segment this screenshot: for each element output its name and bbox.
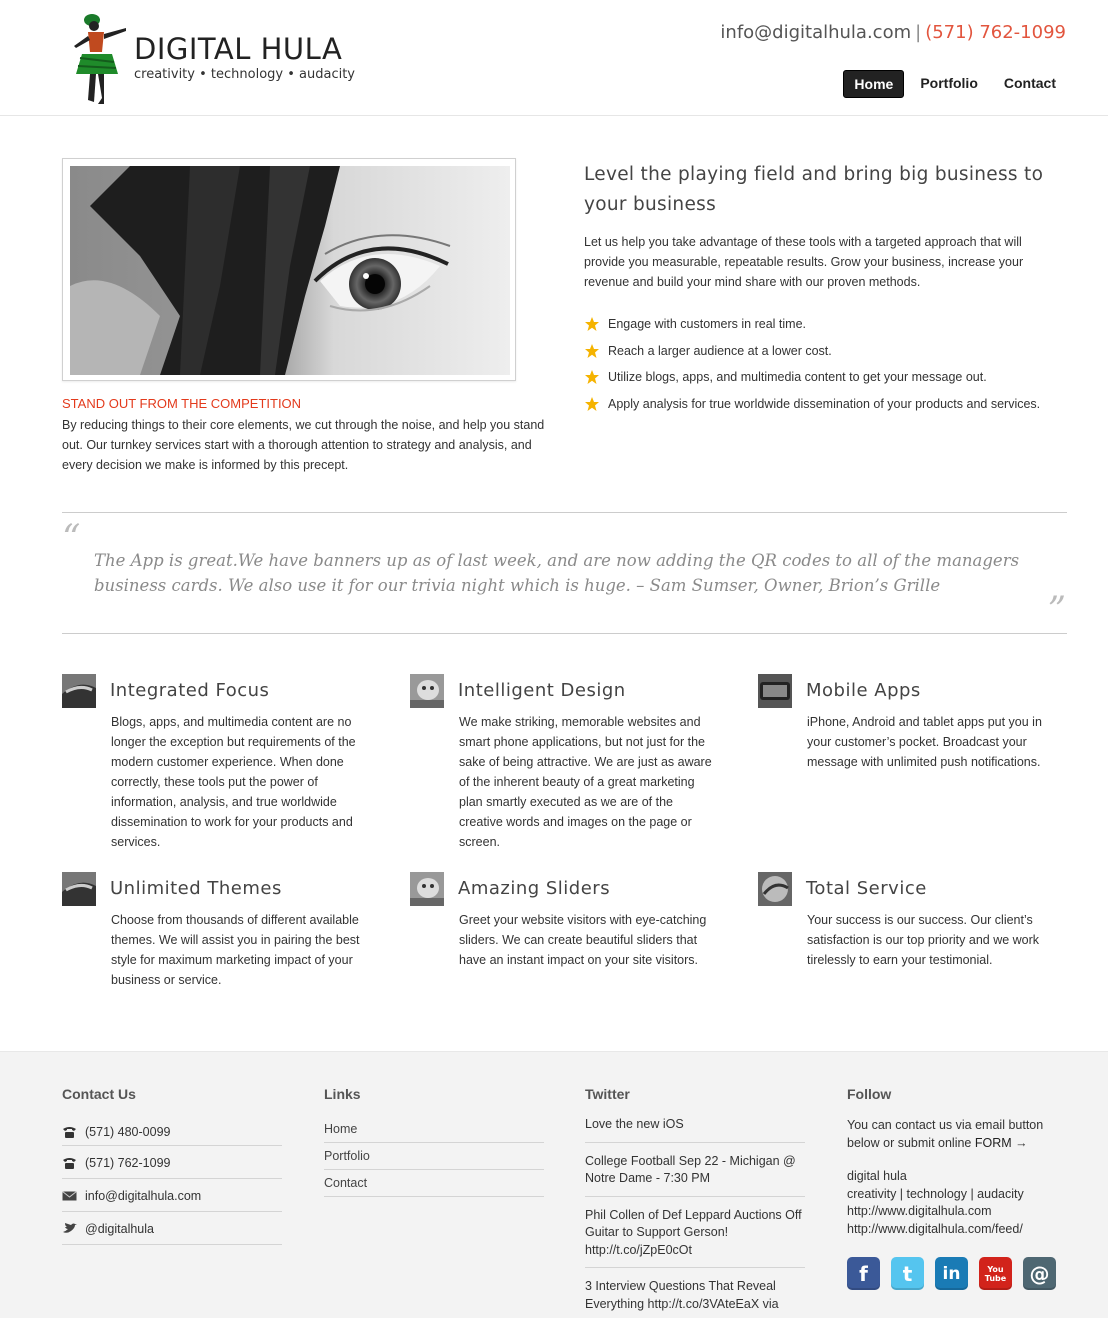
tweet-item[interactable]: 3 Interview Questions That Reveal Everything http://t.co/3VAteEaX via: [585, 1278, 805, 1318]
phone-icon: [62, 1126, 77, 1138]
feature-thumbnail: [62, 872, 96, 906]
footer-links: [324, 1086, 544, 1197]
star-icon: [584, 369, 600, 385]
header-phone[interactable]: (571) 762-1099: [925, 22, 1066, 43]
feature-text: Your success is our success. Our client’s satisfaction is our top priority and we work tirelessly to earn your testimonial.: [807, 913, 1040, 967]
feature-text: iPhone, Android and tablet apps put you in your customer’s pocket. Broadcast your message with unlimited push notifications.: [807, 715, 1042, 769]
tweet-list: [585, 1116, 805, 1318]
form-link[interactable]: FORM: [974, 1136, 1012, 1150]
feature-title: Intelligent Design: [458, 680, 626, 701]
site-info-tagline: creativity | technology | audacity: [847, 1186, 1024, 1201]
benefit-item: [584, 341, 1040, 368]
nav-contact[interactable]: Contact: [1003, 75, 1056, 91]
benefit-text: Apply analysis for true worldwide dissemination of your products and services.: [608, 396, 1041, 411]
testimonial-text: The App is great.We have banners up as of last week, and are now adding the QR codes to all of the managers business cards. We also use it for our trivia night which is huge. – Sam Sumser, Owner, Brion’s Grille: [94, 551, 1020, 595]
divider: [62, 512, 1067, 513]
benefit-text: Reach a larger audience at a lower cost.: [608, 343, 832, 358]
feature-title: Unlimited Themes: [110, 878, 282, 899]
header-contact: [720, 22, 1066, 43]
site-info-url[interactable]: http://www.digitalhula.com: [847, 1204, 992, 1218]
email-at-icon[interactable]: @: [1023, 1257, 1056, 1290]
site-footer: [0, 1051, 1108, 1318]
site-logo[interactable]: [68, 12, 358, 107]
close-quote-icon: ”: [1047, 590, 1066, 631]
hero-image: [70, 166, 510, 375]
benefit-item: [584, 394, 1040, 421]
feature-integrated-focus: [62, 674, 392, 854]
feature-mobile-apps: [758, 674, 1088, 854]
tweet-item[interactable]: Phil Collen of Def Leppard Auctions Off Guitar to Support Gerson! http://t.co/jZpE0cOt: [585, 1207, 805, 1269]
header-email[interactable]: info@digitalhula.com: [720, 22, 912, 43]
hula-dancer-logo-icon: [68, 12, 130, 107]
benefit-item: [584, 367, 1040, 394]
intro-heading: STAND OUT FROM THE COMPETITION: [62, 396, 302, 411]
facebook-icon[interactable]: f: [847, 1257, 880, 1290]
site-header: [0, 0, 1108, 116]
feature-title: Total Service: [806, 878, 927, 899]
footer-contact-list: [62, 1116, 282, 1245]
feature-text: We make striking, memorable websites and smart phone applications, but not just for the sake of being attractive. We are just as aware of the inherent beauty of a great marketing plan smartly executed as we are of the creative words and images on the page or screen.: [459, 715, 712, 849]
social-buttons: [847, 1257, 1056, 1290]
benefit-text: Engage with customers in real time.: [608, 317, 807, 331]
logo-tagline: creativity • technology • audacity: [134, 67, 355, 82]
star-icon: [584, 396, 600, 412]
feature-thumbnail: [410, 674, 444, 708]
footer-contact-heading: Contact Us: [62, 1086, 136, 1102]
footer-contact-item[interactable]: info@digitalhula.com: [62, 1179, 282, 1212]
footer-contact-item[interactable]: (571) 480-0099: [62, 1116, 282, 1146]
feature-thumbnail: [410, 872, 444, 906]
follow-text: You can contact us via email button below or submit online FORM →: [847, 1118, 1044, 1150]
feature-amazing-sliders: [410, 872, 740, 1002]
feature-text: Blogs, apps, and multimedia content are no longer the exception but requirements of the modern customer experience. When done correctly, these tools put the power of information, analysis, and true worldwide dissemination to work for your products and services.: [111, 715, 356, 849]
footer-contact-item[interactable]: (571) 762-1099: [62, 1146, 282, 1179]
tweet-item[interactable]: College Football Sep 22 - Michigan @ Notre Dame - 7:30 PM: [585, 1153, 805, 1197]
site-info-feed[interactable]: http://www.digitalhula.com/feed/: [847, 1221, 1023, 1236]
benefit-item: [584, 314, 1040, 341]
footer-link-home[interactable]: Home: [324, 1116, 544, 1143]
footer-twitter-heading: Twitter: [585, 1086, 630, 1102]
feature-title: Mobile Apps: [806, 680, 921, 701]
feature-unlimited-themes: [62, 872, 392, 1002]
intro-text: By reducing things to their core elements, we cut through the noise, and help you stand out. Our turnkey services start with a thorough attention to strategy and analysis, and every decision we make is informed by this precept.: [62, 418, 545, 472]
site-info-name: digital hula: [847, 1169, 907, 1183]
star-icon: [584, 343, 600, 359]
tweet-item[interactable]: Love the new iOS: [585, 1116, 805, 1143]
nav-portfolio[interactable]: Portfolio: [920, 75, 978, 91]
feature-thumbnail: [758, 872, 792, 906]
header-separator: |: [915, 22, 922, 43]
hero-image-frame: [62, 158, 516, 381]
feature-intelligent-design: [410, 674, 740, 854]
footer-links-heading: Links: [324, 1086, 361, 1102]
level-heading: Level the playing field and bring big business to your business: [584, 164, 1044, 215]
feature-title: Integrated Focus: [110, 680, 270, 701]
twitter-bird-icon: [62, 1223, 77, 1235]
star-icon: [584, 316, 600, 332]
feature-text: Choose from thousands of different available themes. We will assist you in pairing the best style for maximum marketing impact of your business or service.: [111, 913, 360, 987]
logo-title: DIGITAL HULA: [134, 32, 343, 66]
feature-thumbnail: [62, 674, 96, 708]
nav-home[interactable]: Home: [843, 70, 904, 98]
level-text: Let us help you take advantage of these tools with a targeted approach that will provide you measurable, repeatable results. Grow your business, increase your revenue and build your mind share with our proven methods.: [584, 235, 1024, 289]
site-info: [847, 1168, 1062, 1238]
youtube-icon[interactable]: You Tube: [979, 1257, 1012, 1290]
mail-icon: [62, 1190, 77, 1202]
phone-icon: [62, 1157, 77, 1169]
feature-text: Greet your website visitors with eye-catching sliders. We can create beautiful sliders that have an instant impact on your site visitors.: [459, 913, 707, 967]
feature-title: Amazing Sliders: [458, 878, 611, 899]
divider: [62, 633, 1067, 634]
arrow-right-icon: →: [1015, 1136, 1028, 1150]
footer-link-portfolio[interactable]: Portfolio: [324, 1143, 544, 1170]
open-quote-icon: “: [62, 518, 81, 559]
twitter-icon[interactable]: t: [891, 1257, 924, 1290]
feature-total-service: [758, 872, 1088, 1002]
benefit-text: Utilize blogs, apps, and multimedia content to get your message out.: [608, 370, 987, 384]
benefit-list: [584, 314, 1040, 420]
linkedin-icon[interactable]: in: [935, 1257, 968, 1290]
footer-links-list: [324, 1116, 544, 1197]
footer-follow-heading: Follow: [847, 1086, 892, 1102]
footer-link-contact[interactable]: Contact: [324, 1170, 544, 1197]
footer-follow: [847, 1086, 1062, 1238]
footer-twitter: [585, 1086, 805, 1318]
footer-contact-item[interactable]: @digitalhula: [62, 1212, 282, 1245]
feature-thumbnail: [758, 674, 792, 708]
footer-contact: [62, 1086, 282, 1245]
main-nav: [837, 70, 1066, 98]
